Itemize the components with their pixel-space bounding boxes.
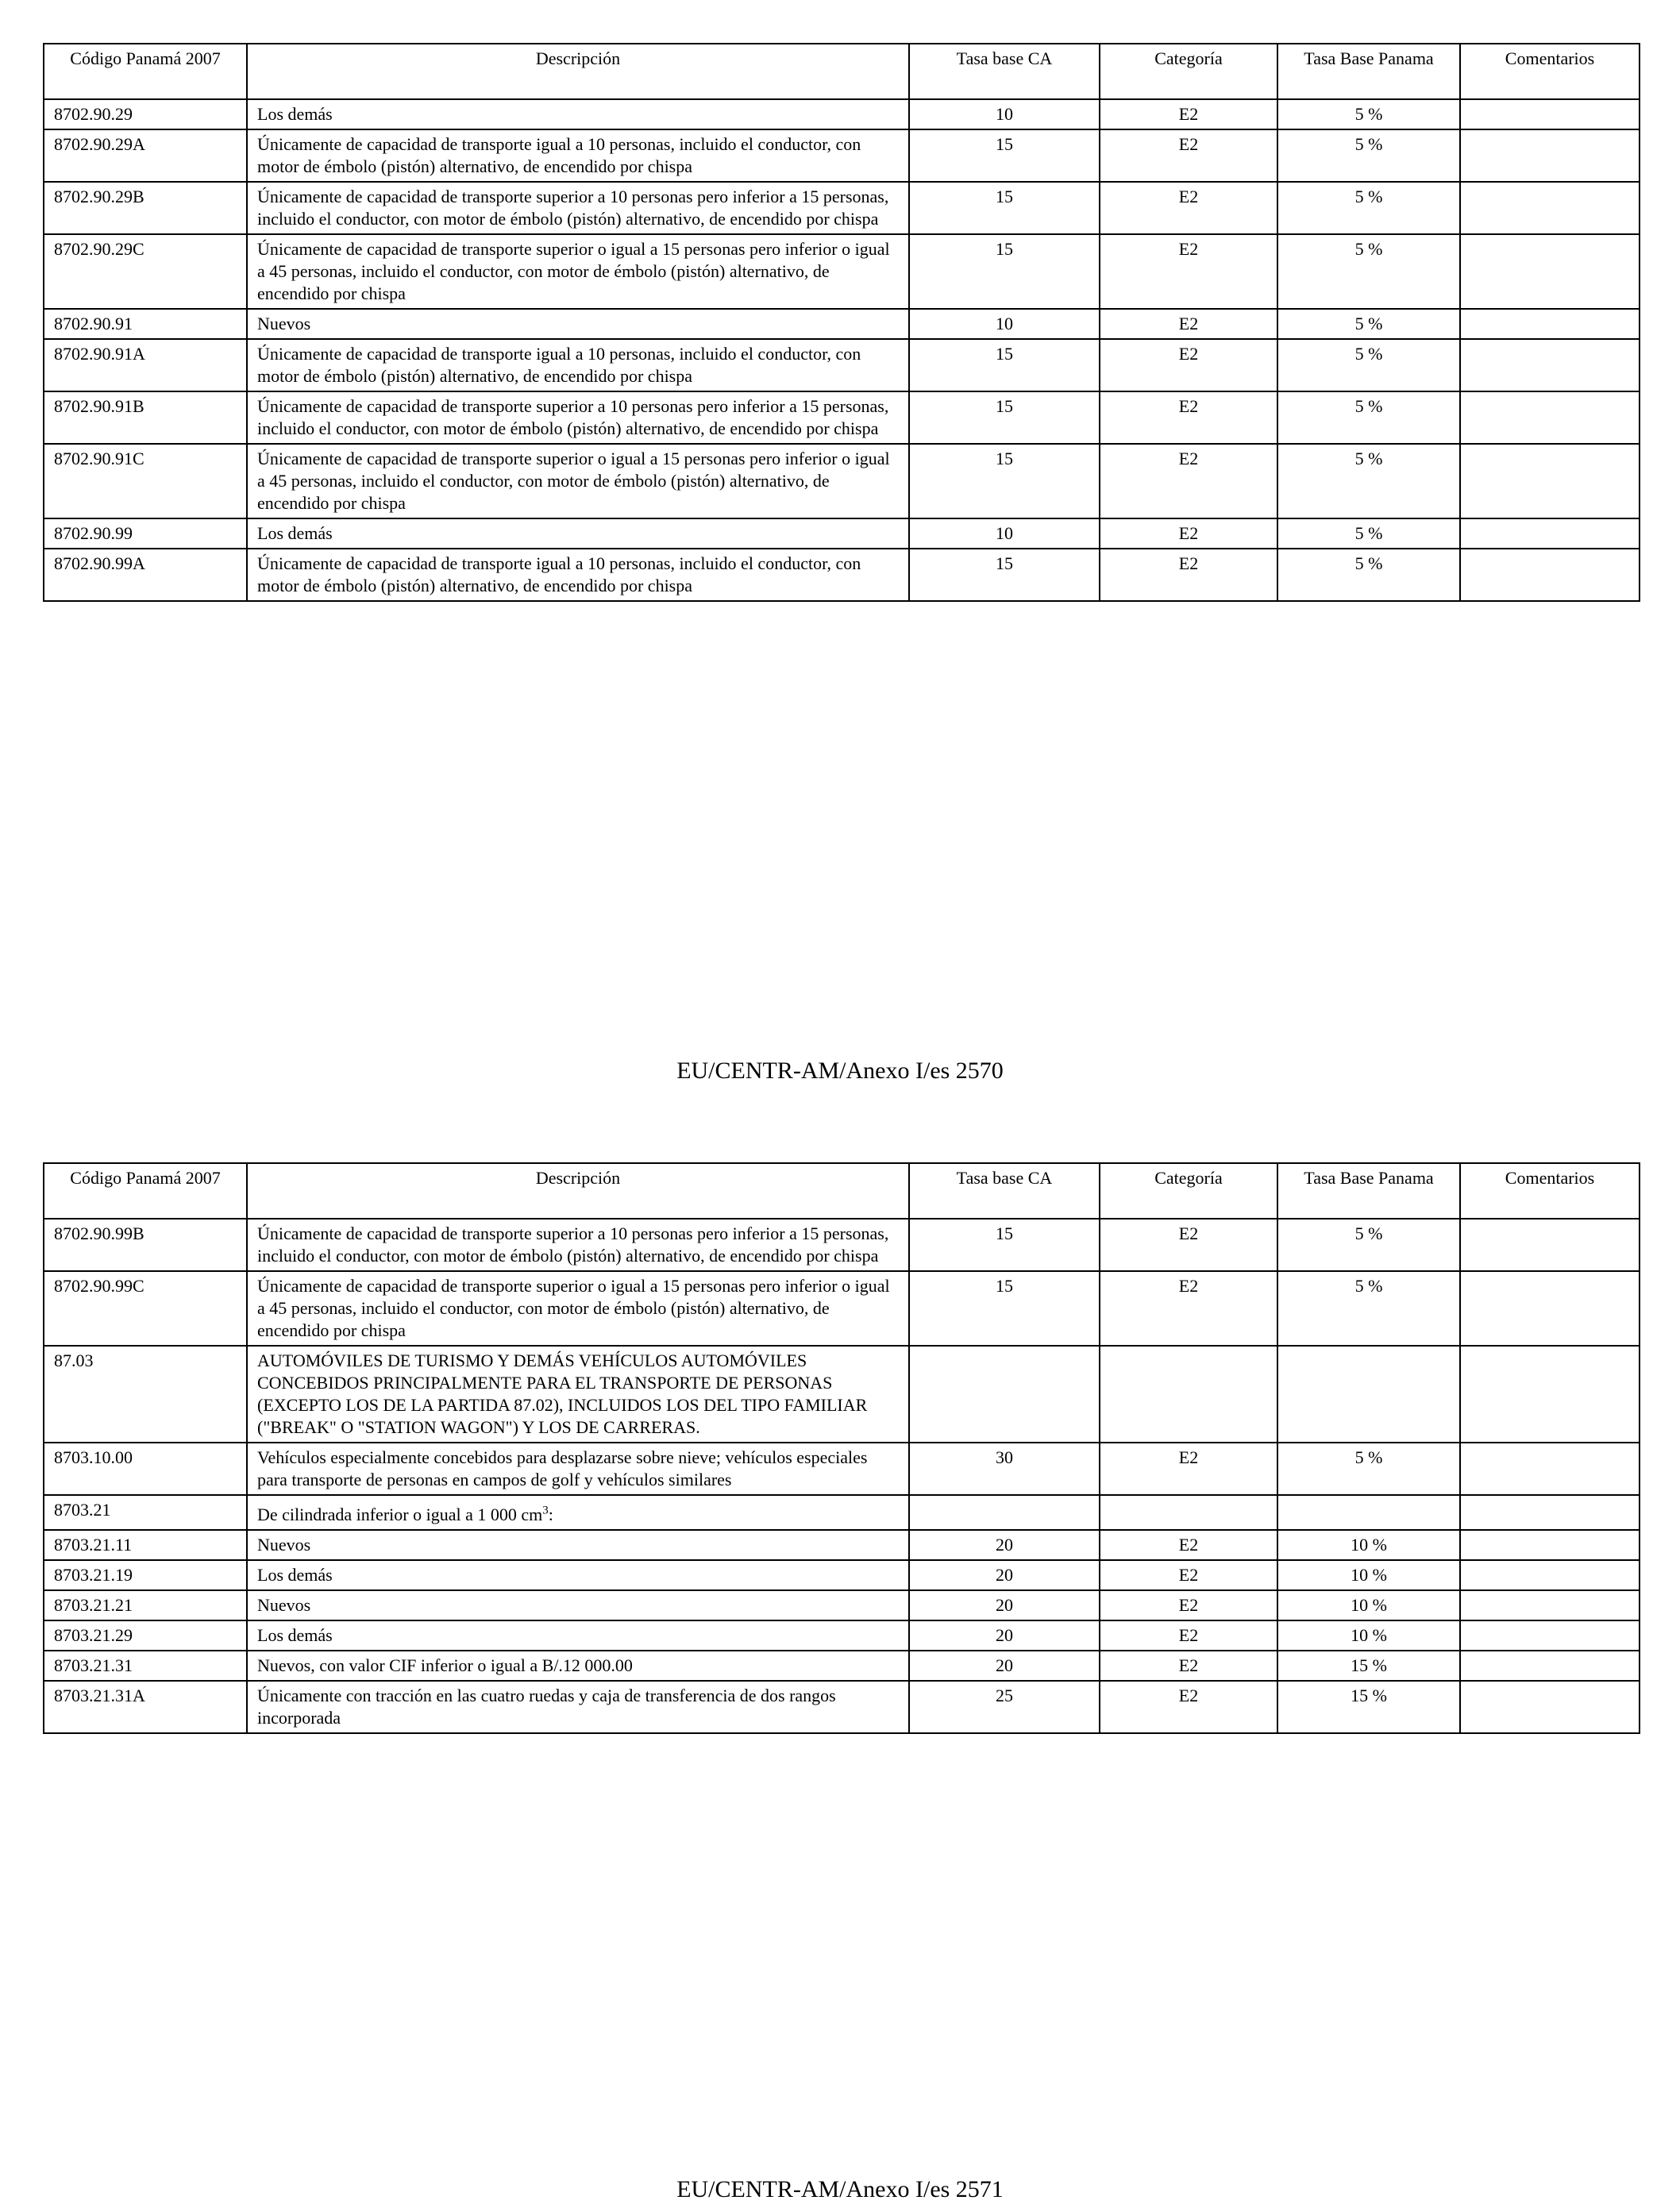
cell-rate-panama: 15 %	[1277, 1681, 1460, 1733]
cell-comments	[1460, 1346, 1640, 1443]
cell-rate-panama: 10 %	[1277, 1560, 1460, 1590]
cell-code: 8702.90.91	[44, 309, 247, 339]
col-header-rate-ca: Tasa base CA	[909, 1163, 1100, 1219]
cell-rate-ca: 15	[909, 444, 1100, 518]
cell-code: 8703.21.31	[44, 1651, 247, 1681]
cell-rate-panama: 10 %	[1277, 1590, 1460, 1620]
cell-category: E2	[1100, 444, 1277, 518]
col-header-comments: Comentarios	[1460, 1163, 1640, 1219]
cell-description	[247, 182, 909, 234]
cell-description	[247, 549, 909, 601]
table-row	[44, 1495, 1640, 1530]
table-row	[44, 1219, 1640, 1271]
table-row	[44, 1443, 1640, 1495]
cell-code: 8703.10.00	[44, 1443, 247, 1495]
cell-rate-ca: 25	[909, 1681, 1100, 1733]
description-text: Únicamente de capacidad de transporte igual a 10 personas, incluido el conductor, con motor de émbolo (pistón) alternativo, de encendido por chispa	[257, 553, 861, 595]
col-header-description: Descripción	[247, 1163, 909, 1219]
description-text: Los demás	[257, 523, 333, 543]
cell-description	[247, 391, 909, 444]
cell-comments	[1460, 99, 1640, 129]
cell-description	[247, 1620, 909, 1651]
table-row	[44, 549, 1640, 601]
description-text: Los demás	[257, 1565, 333, 1585]
cell-rate-ca: 20	[909, 1651, 1100, 1681]
cell-comments	[1460, 309, 1640, 339]
cell-rate-panama: 5 %	[1277, 339, 1460, 391]
description-text: Únicamente de capacidad de transporte superior o igual a 15 personas pero inferior o igual a 45 personas, incluido el conductor, con motor de émbolo (pistón) alternativo, de encendido por chispa	[257, 449, 890, 513]
description-text: Vehículos especialmente concebidos para desplazarse sobre nieve; vehículos especiales para transporte de personas en campos de golf y vehículos similares	[257, 1447, 868, 1489]
tariff-table-page-2570	[43, 43, 1640, 602]
table-row	[44, 1620, 1640, 1651]
cell-rate-ca	[909, 1495, 1100, 1530]
description-text: Únicamente de capacidad de transporte superior o igual a 15 personas pero inferior o igual a 45 personas, incluido el conductor, con motor de émbolo (pistón) alternativo, de encendido por chispa	[257, 239, 890, 303]
description-text: Únicamente de capacidad de transporte superior a 10 personas pero inferior a 15 personas, incluido el conductor, con motor de émbolo (pistón) alternativo, de encendido por chispa	[257, 1223, 889, 1266]
cell-category: E2	[1100, 99, 1277, 129]
description-text: Únicamente de capacidad de transporte superior a 10 personas pero inferior a 15 personas, incluido el conductor, con motor de émbolo (pistón) alternativo, de encendido por chispa	[257, 396, 889, 438]
cell-rate-ca: 15	[909, 1271, 1100, 1346]
cell-rate-panama: 5 %	[1277, 182, 1460, 234]
table-row	[44, 1271, 1640, 1346]
cell-category: E2	[1100, 1681, 1277, 1733]
table-row	[44, 339, 1640, 391]
table-row	[44, 518, 1640, 549]
cell-code: 8702.90.29C	[44, 234, 247, 309]
cell-rate-ca: 15	[909, 129, 1100, 182]
description-text: Nuevos, con valor CIF inferior o igual a B/.12 000.00	[257, 1655, 633, 1675]
cell-code: 8703.21.11	[44, 1530, 247, 1560]
cell-code: 8702.90.29A	[44, 129, 247, 182]
cell-description	[247, 1443, 909, 1495]
cell-category	[1100, 1346, 1277, 1443]
description-text: Únicamente de capacidad de transporte superior a 10 personas pero inferior a 15 personas, incluido el conductor, con motor de émbolo (pistón) alternativo, de encendido por chispa	[257, 187, 889, 229]
cell-comments	[1460, 549, 1640, 601]
table-row	[44, 1681, 1640, 1733]
cell-description	[247, 309, 909, 339]
cell-code: 8702.90.99C	[44, 1271, 247, 1346]
cell-rate-ca: 20	[909, 1560, 1100, 1590]
cell-rate-panama: 5 %	[1277, 391, 1460, 444]
table-row	[44, 182, 1640, 234]
table-row	[44, 309, 1640, 339]
cell-code: 8702.90.91B	[44, 391, 247, 444]
cell-description	[247, 518, 909, 549]
description-text: Nuevos	[257, 1595, 311, 1615]
cell-code: 87.03	[44, 1346, 247, 1443]
cell-comments	[1460, 518, 1640, 549]
table-body	[44, 1219, 1640, 1733]
cell-code: 8703.21.31A	[44, 1681, 247, 1733]
cell-code: 8702.90.91C	[44, 444, 247, 518]
cell-rate-panama: 10 %	[1277, 1620, 1460, 1651]
tariff-table-page-2571	[43, 1162, 1640, 1734]
cell-comments	[1460, 234, 1640, 309]
cell-description	[247, 1530, 909, 1560]
cell-category: E2	[1100, 549, 1277, 601]
col-header-rate-panama: Tasa Base Panama	[1277, 44, 1460, 99]
cell-description	[247, 1681, 909, 1733]
cell-category: E2	[1100, 1620, 1277, 1651]
description-text: De cilindrada inferior o igual a 1 000 cm	[257, 1505, 543, 1524]
cell-comments	[1460, 1495, 1640, 1530]
table-row	[44, 234, 1640, 309]
col-header-code: Código Panamá 2007	[44, 44, 247, 99]
cell-rate-panama: 5 %	[1277, 1443, 1460, 1495]
cell-comments	[1460, 339, 1640, 391]
cell-comments	[1460, 1219, 1640, 1271]
cell-rate-ca: 10	[909, 309, 1100, 339]
cell-rate-ca: 15	[909, 234, 1100, 309]
cell-category: E2	[1100, 309, 1277, 339]
cell-rate-panama: 15 %	[1277, 1651, 1460, 1681]
cell-description	[247, 1495, 909, 1530]
cell-rate-panama: 5 %	[1277, 1219, 1460, 1271]
cell-comments	[1460, 1271, 1640, 1346]
cell-comments	[1460, 1560, 1640, 1590]
cell-comments	[1460, 1651, 1640, 1681]
table-row	[44, 444, 1640, 518]
description-text: Únicamente de capacidad de transporte superior o igual a 15 personas pero inferior o igual a 45 personas, incluido el conductor, con motor de émbolo (pistón) alternativo, de encendido por chispa	[257, 1276, 890, 1340]
cell-rate-panama: 5 %	[1277, 444, 1460, 518]
cell-code: 8702.90.91A	[44, 339, 247, 391]
cell-code: 8703.21.29	[44, 1620, 247, 1651]
cell-code: 8702.90.29	[44, 99, 247, 129]
table-row	[44, 1530, 1640, 1560]
col-header-code: Código Panamá 2007	[44, 1163, 247, 1219]
cell-category: E2	[1100, 339, 1277, 391]
col-header-category: Categoría	[1100, 1163, 1277, 1219]
cell-comments	[1460, 1590, 1640, 1620]
cell-comments	[1460, 391, 1640, 444]
table-row	[44, 1590, 1640, 1620]
cell-category: E2	[1100, 129, 1277, 182]
cell-rate-panama	[1277, 1495, 1460, 1530]
cell-comments	[1460, 129, 1640, 182]
description-text: Nuevos	[257, 314, 311, 333]
page-footer-2571: EU/CENTR-AM/Anexo I/es 2571	[676, 2176, 1004, 2202]
table-header-row	[44, 44, 1640, 99]
col-header-rate-panama: Tasa Base Panama	[1277, 1163, 1460, 1219]
cell-rate-panama: 5 %	[1277, 1271, 1460, 1346]
table-row	[44, 391, 1640, 444]
table-body	[44, 99, 1640, 601]
table-row	[44, 1560, 1640, 1590]
cell-code: 8703.21	[44, 1495, 247, 1530]
col-header-rate-ca: Tasa base CA	[909, 44, 1100, 99]
description-text: Únicamente de capacidad de transporte igual a 10 personas, incluido el conductor, con motor de émbolo (pistón) alternativo, de encendido por chispa	[257, 344, 861, 386]
cell-rate-ca: 15	[909, 182, 1100, 234]
cell-category: E2	[1100, 1271, 1277, 1346]
cell-rate-ca: 10	[909, 99, 1100, 129]
cell-rate-ca: 10	[909, 518, 1100, 549]
cell-category: E2	[1100, 234, 1277, 309]
table-row	[44, 1346, 1640, 1443]
cell-rate-panama: 5 %	[1277, 309, 1460, 339]
cell-comments	[1460, 1530, 1640, 1560]
cell-rate-panama: 5 %	[1277, 99, 1460, 129]
cell-description	[247, 339, 909, 391]
cell-rate-ca	[909, 1346, 1100, 1443]
cell-comments	[1460, 1620, 1640, 1651]
cell-rate-ca: 20	[909, 1620, 1100, 1651]
cell-code: 8703.21.21	[44, 1590, 247, 1620]
cell-comments	[1460, 182, 1640, 234]
col-header-description: Descripción	[247, 44, 909, 99]
table-row	[44, 129, 1640, 182]
cell-comments	[1460, 444, 1640, 518]
cell-description	[247, 1346, 909, 1443]
cell-description	[247, 129, 909, 182]
cell-rate-panama: 5 %	[1277, 234, 1460, 309]
page-footer-2570: EU/CENTR-AM/Anexo I/es 2570	[676, 1058, 1004, 1084]
cell-category: E2	[1100, 1590, 1277, 1620]
table-row	[44, 99, 1640, 129]
cell-comments	[1460, 1443, 1640, 1495]
cell-description	[247, 99, 909, 129]
cell-category: E2	[1100, 1530, 1277, 1560]
cell-rate-ca: 15	[909, 549, 1100, 601]
cell-rate-panama: 10 %	[1277, 1530, 1460, 1560]
cell-description	[247, 1651, 909, 1681]
cell-category	[1100, 1495, 1277, 1530]
cell-comments	[1460, 1681, 1640, 1733]
cell-rate-panama: 5 %	[1277, 129, 1460, 182]
description-text: Nuevos	[257, 1535, 311, 1555]
cell-description	[247, 444, 909, 518]
description-tail: :	[548, 1505, 553, 1524]
table-row	[44, 1651, 1640, 1681]
description-text: Únicamente de capacidad de transporte igual a 10 personas, incluido el conductor, con motor de émbolo (pistón) alternativo, de encendido por chispa	[257, 134, 861, 176]
cell-rate-ca: 15	[909, 339, 1100, 391]
cell-description	[247, 1219, 909, 1271]
cell-description	[247, 1590, 909, 1620]
cell-code: 8703.21.19	[44, 1560, 247, 1590]
cell-code: 8702.90.29B	[44, 182, 247, 234]
cell-category: E2	[1100, 391, 1277, 444]
cell-description	[247, 234, 909, 309]
cell-category: E2	[1100, 1651, 1277, 1681]
cell-rate-ca: 30	[909, 1443, 1100, 1495]
cell-rate-panama	[1277, 1346, 1460, 1443]
cell-code: 8702.90.99	[44, 518, 247, 549]
cell-category: E2	[1100, 1219, 1277, 1271]
cell-rate-ca: 15	[909, 391, 1100, 444]
cell-code: 8702.90.99A	[44, 549, 247, 601]
cell-rate-ca: 20	[909, 1530, 1100, 1560]
table-header-row	[44, 1163, 1640, 1219]
cell-code: 8702.90.99B	[44, 1219, 247, 1271]
cell-description	[247, 1271, 909, 1346]
cell-rate-ca: 20	[909, 1590, 1100, 1620]
cell-category: E2	[1100, 1443, 1277, 1495]
cell-description	[247, 1560, 909, 1590]
description-text: Los demás	[257, 104, 333, 124]
col-header-comments: Comentarios	[1460, 44, 1640, 99]
description-text: Los demás	[257, 1625, 333, 1645]
cell-rate-ca: 15	[909, 1219, 1100, 1271]
cell-rate-panama: 5 %	[1277, 518, 1460, 549]
superscript-exponent: 3	[542, 1504, 549, 1517]
cell-category: E2	[1100, 182, 1277, 234]
description-text: Únicamente con tracción en las cuatro ruedas y caja de transferencia de dos rangos incorporada	[257, 1686, 836, 1728]
col-header-category: Categoría	[1100, 44, 1277, 99]
cell-category: E2	[1100, 1560, 1277, 1590]
description-text: AUTOMÓVILES DE TURISMO Y DEMÁS VEHÍCULOS AUTOMÓVILES CONCEBIDOS PRINCIPALMENTE PARA EL TRANSPORTE DE PERSONAS (EXCEPTO LOS DE LA PARTIDA 87.02), INCLUIDOS LOS DEL TIPO FAMILIAR ("BREAK" O "STATION WAGON") Y LOS DE CARRERAS.	[257, 1351, 868, 1437]
cell-rate-panama: 5 %	[1277, 549, 1460, 601]
cell-category: E2	[1100, 518, 1277, 549]
